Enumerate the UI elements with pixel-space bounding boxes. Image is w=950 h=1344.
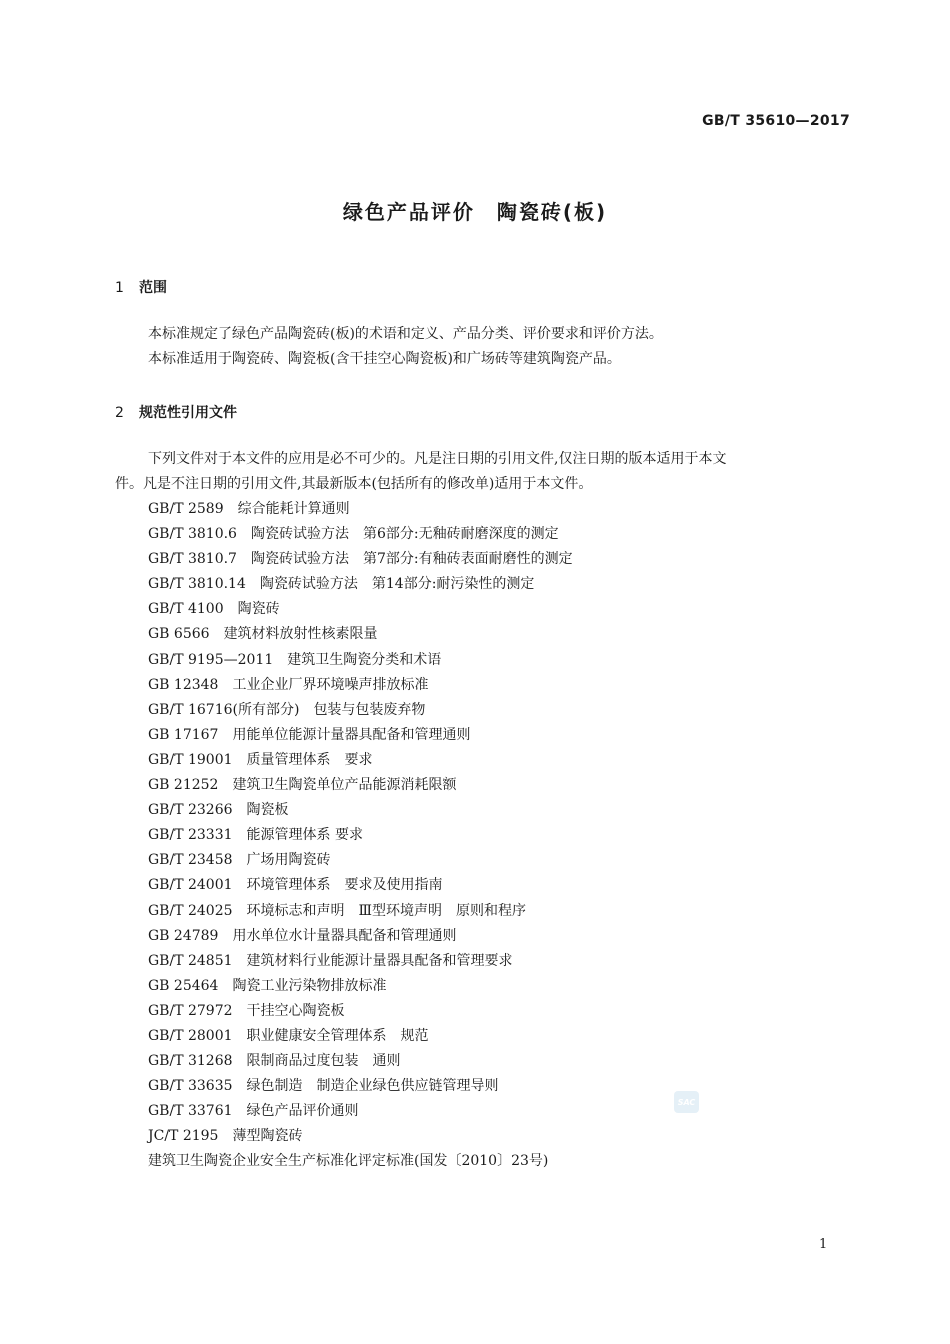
- reference-item: [148, 823, 573, 848]
- section-1-title: 范围: [139, 280, 167, 296]
- reference-code: GB/T 9195—2011: [148, 651, 274, 668]
- reference-code: GB/T 27972: [148, 1002, 233, 1019]
- reference-item: [148, 1024, 573, 1049]
- reference-item: [148, 547, 573, 572]
- scope-paragraph-2: 本标准适用于陶瓷砖、陶瓷板(含干挂空心陶瓷板)和广场砖等建筑陶瓷产品。: [148, 351, 621, 367]
- reference-code: GB/T 31268: [148, 1053, 233, 1070]
- normative-references-list: [148, 497, 573, 1175]
- reference-title: 工业企业厂界环境噪声排放标准: [232, 676, 429, 693]
- reference-item: [148, 698, 573, 723]
- reference-item: [148, 899, 573, 924]
- reference-code: GB 17167: [148, 726, 219, 743]
- reference-title: 陶瓷砖: [237, 601, 280, 618]
- reference-code: GB/T 23331: [148, 827, 233, 844]
- reference-item: [148, 1099, 573, 1124]
- reference-title: 绿色产品评价通则: [246, 1103, 359, 1120]
- reference-title: 建筑材料放射性核素限量: [223, 626, 378, 643]
- reference-item: [148, 848, 573, 873]
- reference-title: 陶瓷板: [246, 802, 289, 819]
- reference-item: [148, 924, 573, 949]
- references-intro-line-1: 下列文件对于本文件的应用是必不可少的。凡是注日期的引用文件,仅注日期的版本适用于本文: [148, 451, 727, 467]
- reference-item: [148, 723, 573, 748]
- reference-item: [148, 622, 573, 647]
- reference-code: GB/T 2589: [148, 501, 224, 517]
- reference-title: 环境管理体系 要求及使用指南: [246, 877, 443, 894]
- section-2-title: 规范性引用文件: [139, 405, 237, 421]
- reference-code: GB 24789: [148, 927, 219, 944]
- reference-title: 建筑卫生陶瓷单位产品能源消耗限额: [232, 777, 457, 794]
- reference-title: 陶瓷工业污染物排放标准: [232, 977, 387, 994]
- section-1-body: [115, 322, 850, 372]
- reference-title: 薄型陶瓷砖: [232, 1128, 303, 1145]
- watermark-text: SAC: [677, 1098, 696, 1107]
- reference-code: GB 21252: [148, 777, 219, 794]
- reference-code: GB/T 33635: [148, 1078, 233, 1095]
- reference-item: [148, 748, 573, 773]
- reference-title: 能源管理体系 要求: [246, 827, 363, 844]
- reference-code: GB 6566: [148, 626, 210, 643]
- reference-title: 干挂空心陶瓷板: [246, 1002, 345, 1019]
- reference-item: [148, 572, 573, 597]
- reference-item: [148, 1074, 573, 1099]
- section-2-number: 2: [115, 405, 124, 421]
- reference-title: 包装与包装废弃物: [313, 701, 426, 718]
- reference-code: GB/T 24001: [148, 877, 233, 894]
- reference-code: GB/T 23266: [148, 802, 233, 819]
- reference-title: 限制商品过度包装 通则: [246, 1053, 401, 1070]
- section-1-number: 1: [115, 280, 124, 296]
- reference-item: [148, 522, 573, 547]
- reference-item: [148, 798, 573, 823]
- reference-title: 绿色制造 制造企业绿色供应链管理导则: [246, 1078, 499, 1095]
- reference-code: GB 25464: [148, 977, 219, 994]
- reference-code: GB/T 19001: [148, 751, 233, 768]
- reference-code: GB 12348: [148, 676, 219, 693]
- reference-code: GB/T 16716(所有部分): [148, 701, 300, 718]
- references-intro-line-2: 件。凡是不注日期的引用文件,其最新版本(包括所有的修改单)适用于本文件。: [115, 476, 593, 492]
- reference-title: 质量管理体系 要求: [246, 751, 373, 768]
- reference-item: [148, 1124, 573, 1149]
- reference-title: 环境标志和声明 Ⅲ型环境声明 原则和程序: [246, 902, 527, 919]
- reference-item: [148, 597, 573, 622]
- reference-title: 建筑材料行业能源计量器具配备和管理要求: [246, 952, 513, 969]
- scope-paragraph-1: 本标准规定了绿色产品陶瓷砖(板)的术语和定义、产品分类、评价要求和评价方法。: [148, 326, 663, 342]
- reference-item: [148, 773, 573, 798]
- reference-title: 职业健康安全管理体系 规范: [246, 1027, 429, 1044]
- reference-code: GB/T 33761: [148, 1103, 233, 1120]
- reference-item: [148, 1149, 573, 1174]
- reference-title: 建筑卫生陶瓷企业安全生产标准化评定标准(国发〔2010〕23号): [148, 1153, 549, 1170]
- reference-title: 陶瓷砖试验方法 第6部分:无釉砖耐磨深度的测定: [250, 526, 559, 543]
- reference-title: 用水单位水计量器具配备和管理通则: [232, 927, 457, 944]
- reference-code: GB/T 3810.7: [148, 551, 237, 568]
- reference-title: 用能单位能源计量器具配备和管理通则: [232, 726, 471, 743]
- reference-item: [148, 974, 573, 999]
- reference-code: GB/T 28001: [148, 1027, 233, 1044]
- section-2-heading: [115, 402, 237, 422]
- reference-code: GB/T 23458: [148, 852, 233, 869]
- section-2-intro: [115, 447, 850, 497]
- reference-item: [148, 999, 573, 1024]
- reference-title: 建筑卫生陶瓷分类和术语: [287, 651, 442, 668]
- reference-title: 陶瓷砖试验方法 第14部分:耐污染性的测定: [259, 576, 535, 593]
- standard-code: GB/T 35610—2017: [702, 113, 850, 129]
- reference-item: [148, 949, 573, 974]
- reference-title: 陶瓷砖试验方法 第7部分:有釉砖表面耐磨性的测定: [250, 551, 573, 568]
- reference-item: [148, 648, 573, 673]
- reference-item: [148, 873, 573, 898]
- reference-code: GB/T 3810.14: [148, 576, 246, 593]
- reference-code: JC/T 2195: [148, 1128, 219, 1145]
- reference-item: [148, 497, 573, 522]
- page-number: 1: [819, 1237, 828, 1252]
- reference-code: GB/T 24025: [148, 902, 233, 919]
- document-title: 绿色产品评价 陶瓷砖(板): [342, 200, 608, 224]
- sac-watermark-logo: [673, 1090, 700, 1114]
- reference-code: GB/T 24851: [148, 952, 233, 969]
- reference-title: 广场用陶瓷砖: [246, 852, 331, 869]
- section-1-heading: [115, 277, 167, 297]
- reference-code: GB/T 4100: [148, 601, 224, 618]
- reference-title: 综合能耗计算通则: [237, 501, 350, 517]
- reference-code: GB/T 3810.6: [148, 526, 237, 543]
- reference-item: [148, 1049, 573, 1074]
- reference-item: [148, 673, 573, 698]
